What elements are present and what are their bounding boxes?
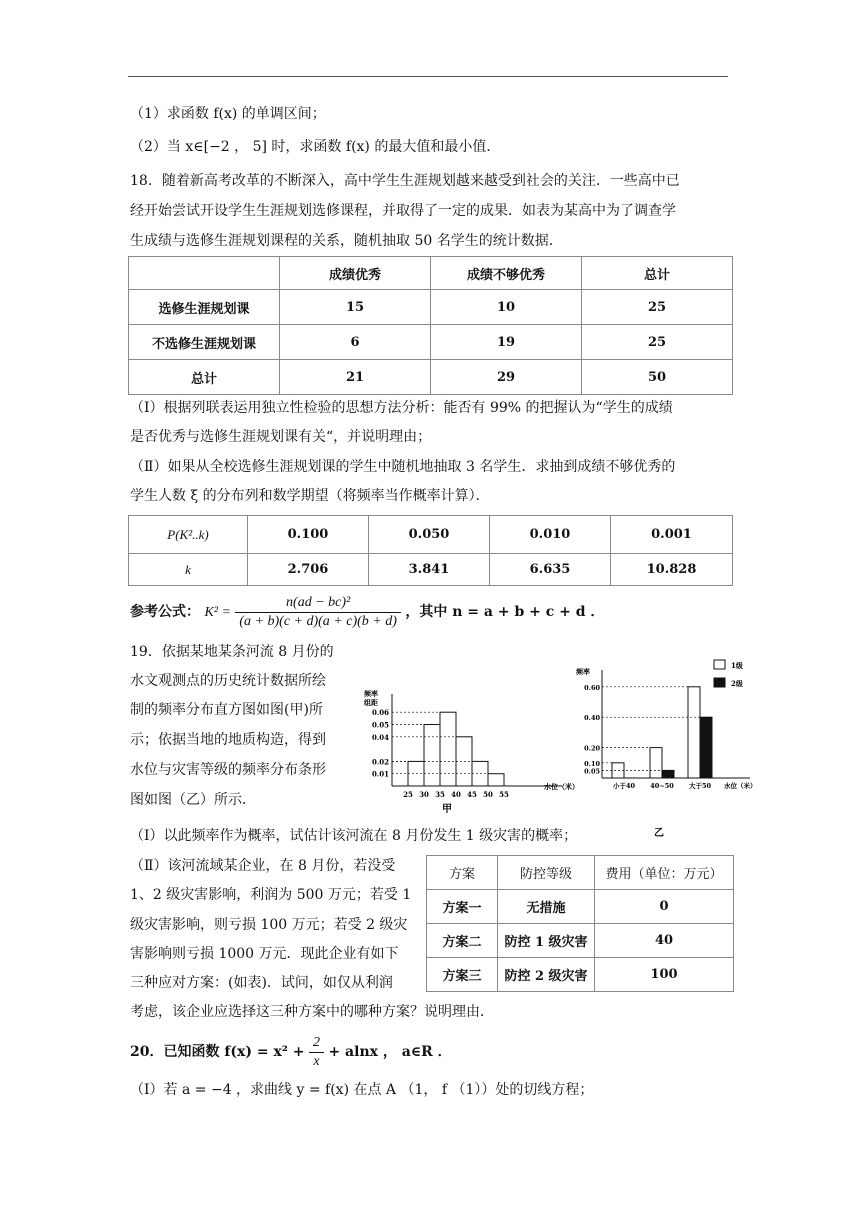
q20-frac-num: 2 (309, 1034, 324, 1053)
table2-row-label: k (129, 554, 248, 586)
x-axis-label: 水位（米） (724, 782, 757, 790)
q20-intro-pre: 20．已知函数 f(x) = x² + (130, 1044, 305, 1060)
bar-chart-yi (574, 656, 760, 842)
bar (688, 687, 700, 778)
table2-cell: 0.010 (490, 516, 611, 554)
q20-frac-den: x (313, 1053, 320, 1069)
table1-cell: 不选修生涯规划课 (129, 325, 280, 360)
x-tick-label: 40 (451, 790, 461, 799)
x-axis-label: 水位（米） (544, 782, 579, 791)
q18-part1-a: （Ⅰ）根据列联表运用独立性检验的思想方法分析：能否有 99% 的把握认为“学生的成绩 (130, 400, 673, 416)
y-axis-label: 频率 (576, 667, 590, 676)
table1-header: 成绩不够优秀 (431, 257, 582, 290)
table1-cell: 25 (582, 325, 733, 360)
table1-header: 成绩优秀 (280, 257, 431, 290)
critical-value-table (128, 515, 733, 586)
q18-part2-b: 学生人数 ξ 的分布列和数学期望（将频率当作概率计算）． (130, 488, 490, 504)
table1-cell: 19 (431, 325, 582, 360)
legend-swatch-2 (714, 678, 725, 687)
table1-cell: 6 (280, 325, 431, 360)
table3-header: 方案 (427, 856, 498, 890)
histogram-jia (362, 686, 579, 818)
x-tick-label: 45 (467, 790, 477, 799)
table3-cell: 40 (595, 924, 734, 958)
q20-part1: （Ⅰ）若 a = −4 ，求曲线 y = f(x) 在点 A （1， f （1））处的切线方程； (130, 1082, 594, 1098)
table2-cell: 6.635 (490, 554, 611, 586)
bar (650, 748, 662, 778)
q18-intro-1: 18．随着新高考改革的不断深入，高中学生生涯规划越来越受到社会的关注．一些高中已 (130, 173, 680, 189)
q19-text: 示；依据当地的地质构造，得到 (130, 732, 326, 748)
table1-cell: 15 (280, 290, 431, 325)
q17-part2: （2）当 x∈[−2 ， 5] 时，求函数 f(x) 的最大值和最小值． (130, 139, 501, 155)
y-tick-label: 0.20 (584, 744, 600, 753)
q19-part2-text: 1、2 级灾害影响，利润为 500 万元；若受 1 (130, 887, 412, 903)
q20-fraction (309, 1034, 324, 1071)
histogram-bar (424, 725, 440, 787)
x-tick-label: 30 (419, 790, 429, 799)
formula-label: 参考公式： (130, 604, 200, 620)
formula-numerator: n(ad − bc)² (235, 594, 401, 613)
table3-cell: 防控 2 级灾害 (498, 958, 595, 992)
legend-swatch-1 (714, 660, 725, 669)
table1-cell: 29 (431, 360, 582, 395)
table3-header: 费用（单位：万元） (595, 856, 734, 890)
q19-text: 图如图（乙）所示． (130, 792, 256, 808)
y-tick-label: 0.04 (371, 732, 389, 742)
y-tick-label: 0.06 (371, 708, 389, 718)
y-tick-label: 0.40 (584, 714, 600, 723)
q19-part2-text: （Ⅱ）该河流域某企业，在 8 月份，若没受 (130, 858, 396, 874)
table3-cell: 防控 1 级灾害 (498, 924, 595, 958)
q19-part2-text: 害影响则亏损 1000 万元．现此企业有如下 (130, 946, 399, 962)
x-tick-label: 35 (435, 790, 445, 799)
plan-table (426, 855, 734, 992)
legend-label: 1级 (731, 661, 743, 670)
table1-cell: 10 (431, 290, 582, 325)
legend-label: 2级 (731, 679, 743, 688)
x-tick-label: 50 (483, 790, 493, 799)
table1-cell: 25 (582, 290, 733, 325)
q19-part2-text: 级灾害影响，则亏损 100 万元；若受 2 级灾 (130, 917, 408, 933)
contingency-table (128, 256, 733, 395)
x-tick-label: 40~50 (650, 782, 674, 790)
table3-cell: 方案二 (427, 924, 498, 958)
chart-title: 乙 (654, 828, 664, 839)
table3-cell: 0 (595, 890, 734, 924)
y-tick-label: 0.01 (371, 769, 389, 779)
q20-intro (130, 1032, 452, 1072)
table2-row-label: P(K²..k) (129, 516, 248, 554)
reference-formula (130, 592, 604, 633)
y-tick-label: 0.05 (584, 767, 600, 776)
table1-cell: 总计 (129, 360, 280, 395)
q17-part1: （1）求函数 f(x) 的单调区间； (130, 106, 326, 122)
table1-header (129, 257, 280, 290)
q18-part2-a: （Ⅱ）如果从全校选修生涯规划课的学生中随机地抽取 3 名学生．求抽到成绩不够优秀的 (130, 459, 676, 475)
formula-denominator: (a + b)(c + d)(a + c)(b + d) (239, 613, 397, 629)
y-tick-label: 0.05 (371, 720, 389, 730)
q18-intro-2: 经开始尝试开设学生生涯规划选修课程，并取得了一定的成果．如表为某高中为了调查学 (130, 203, 676, 219)
q18-part1-b: 是否优秀与选修生涯规划课有关“，并说明理由； (130, 429, 432, 445)
table2-cell: 0.050 (369, 516, 490, 554)
y-tick-label: 0.60 (584, 683, 600, 692)
table1-cell: 50 (582, 360, 733, 395)
q19-text: 水文观测点的历史统计数据所绘 (130, 673, 326, 689)
y-tick-label: 0.02 (371, 757, 389, 767)
table3-cell: 100 (595, 958, 734, 992)
histogram-bar (488, 774, 504, 786)
header-rule (128, 76, 728, 77)
table1-cell: 21 (280, 360, 431, 395)
table2-cell: 2.706 (248, 554, 369, 586)
table2-cell: 0.001 (611, 516, 733, 554)
table3-cell: 无措施 (498, 890, 595, 924)
x-tick-label: 小于40 (612, 782, 636, 790)
table2-cell: 3.841 (369, 554, 490, 586)
bar (700, 717, 712, 778)
q19-part2-text: 三种应对方案：(如表)．试问，如仅从利润 (130, 975, 393, 991)
table2-cell: 10.828 (611, 554, 733, 586)
y-axis-label: 频率 (364, 689, 378, 698)
histogram-bar (440, 712, 456, 786)
chart-title: 甲 (442, 804, 452, 815)
q19-part1: （Ⅰ）以此频率作为概率，试估计该河流在 8 月份发生 1 级灾害的概率； (130, 828, 578, 844)
x-tick-label: 大于50 (688, 782, 712, 790)
table3-cell: 方案一 (427, 890, 498, 924)
table3-header: 防控等级 (498, 856, 595, 890)
table2-cell: 0.100 (248, 516, 369, 554)
formula-tail: ，其中 n = a + b + c + d ． (405, 604, 605, 620)
table1-cell: 选修生涯规划课 (129, 290, 280, 325)
x-tick-label: 55 (499, 790, 509, 799)
table1-header: 总计 (582, 257, 733, 290)
table3-cell: 方案三 (427, 958, 498, 992)
q18-intro-3: 生成绩与选修生涯规划课程的关系，随机抽取 50 名学生的统计数据． (130, 233, 563, 249)
bar (662, 770, 674, 778)
q19-text: 水位与灾害等级的频率分布条形 (130, 762, 326, 778)
q19-text: 制的频率分布直方图如图(甲)所 (130, 702, 323, 718)
x-tick-label: 25 (403, 790, 413, 799)
formula-lhs: K² = (204, 605, 231, 620)
q20-intro-post: + alnx ， a∈R ． (328, 1044, 452, 1060)
q19-part2-last: 考虑，该企业应选择这三种方案中的哪种方案？说明理由． (130, 1004, 494, 1020)
y-axis-label: 组距 (364, 698, 378, 707)
formula-fraction (235, 594, 401, 631)
q19-text: 19．依据某地某条河流 8 月份的 (130, 644, 334, 660)
y-tick-label: 0.10 (584, 759, 600, 768)
